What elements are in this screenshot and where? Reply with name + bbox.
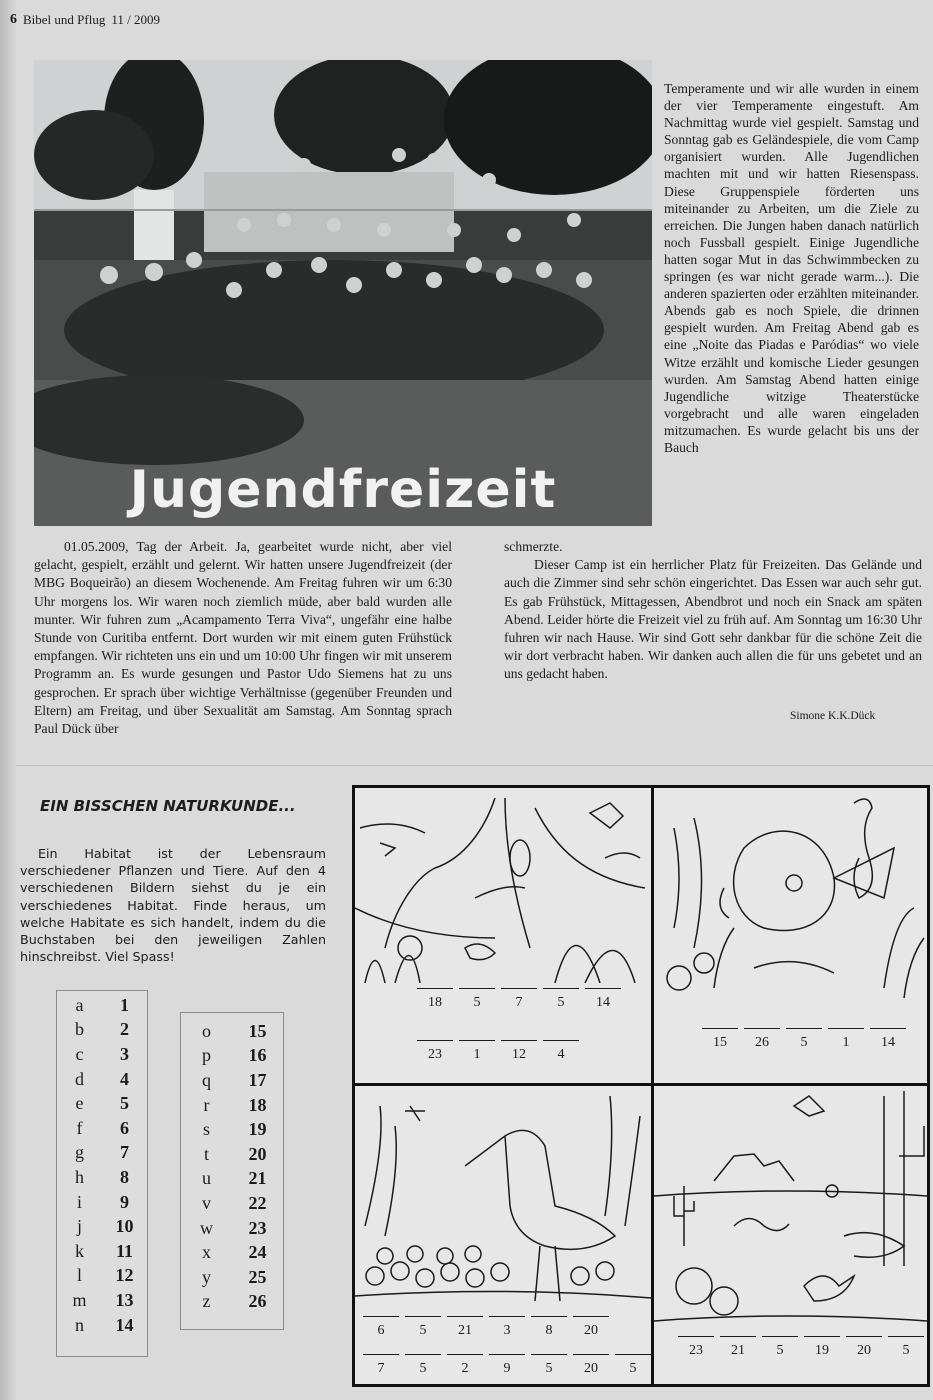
- letter-key-a-n: [56, 990, 148, 1357]
- key-letter: p: [202, 1045, 211, 1066]
- habitat-panel-jungle: [355, 788, 651, 1083]
- letter-blank[interactable]: 2: [447, 1354, 483, 1377]
- key-number: 17: [248, 1069, 267, 1090]
- article-conclusion: [504, 538, 922, 684]
- letter-blank[interactable]: 5: [531, 1354, 567, 1377]
- key-number: 26: [248, 1291, 267, 1312]
- swamp-word-1: [363, 1316, 609, 1339]
- key-row: [57, 1264, 147, 1289]
- key-number: 11: [115, 1240, 133, 1261]
- key-letter: h: [75, 1166, 84, 1187]
- page-header: [10, 10, 160, 30]
- key-number: 21: [248, 1168, 267, 1189]
- section-divider: [16, 765, 933, 766]
- key-row: [57, 1141, 147, 1166]
- key-number: 4: [120, 1068, 129, 1089]
- key-letter: l: [76, 1265, 82, 1286]
- letter-blank[interactable]: 21: [447, 1316, 483, 1339]
- key-row: [181, 1044, 283, 1069]
- key-row: [57, 1042, 147, 1067]
- photo-title: Jugendfreizeit: [129, 460, 557, 520]
- key-row: [57, 1067, 147, 1092]
- letter-blank[interactable]: 5: [786, 1028, 822, 1051]
- key-letter: c: [75, 1043, 84, 1064]
- key-letter: m: [72, 1289, 87, 1310]
- letter-blank[interactable]: 20: [573, 1354, 609, 1377]
- letter-blank[interactable]: 5: [405, 1316, 441, 1339]
- key-number: 22: [248, 1192, 267, 1213]
- key-number: 10: [115, 1216, 134, 1237]
- letter-blank[interactable]: 5: [405, 1354, 441, 1377]
- key-row: [57, 1288, 147, 1313]
- letter-blank[interactable]: 14: [870, 1028, 906, 1051]
- key-letter: y: [202, 1266, 211, 1287]
- key-number: 14: [115, 1314, 134, 1335]
- key-number: 7: [120, 1142, 129, 1163]
- key-row: [181, 1216, 283, 1241]
- page-binding: [0, 0, 16, 1400]
- letter-blank[interactable]: 20: [573, 1316, 609, 1339]
- key-row: [57, 1190, 147, 1215]
- letter-blank[interactable]: 14: [585, 988, 621, 1011]
- habitat-grid: [352, 785, 930, 1387]
- key-row: [57, 993, 147, 1018]
- article-intro: 01.05.2009, Tag der Arbeit. Ja, gearbeitet wurde nicht, aber viel gelacht, gespielt, erzählt und gelernt. Wir hatten unsere Jugendfreizeit (der MBG Boqueirão) an diesem Wochenende. Am Freitag fuhren wir um 6:30 Uhr morgens los. Wir waren noch ziemlich müde, aber bald wurden alle munter. Wir fuhren zum „Acampamento Terra Viva“, ungefähr eine halbe Stunde von Curitiba entfernt. Dort wurden wir mit einem guten Frühstück empfangen. Wir richteten uns ein und um 10:00 Uhr fingen wir mit unserem Programm an. Es wurde gesungen und Pastor Udo Siemens hat zu uns gesprochen. Er sprach über wichtige Verhältnisse (gegenüber Freunden und Eltern) am Freitag, und über Sexualität am Samstag. Am Sonntag sprach Paul Dück über: [34, 539, 452, 737]
- letter-blank[interactable]: 5: [888, 1336, 924, 1359]
- letter-blank[interactable]: 20: [846, 1336, 882, 1359]
- magazine-name: Bibel und Pflug: [23, 12, 106, 27]
- group-photo-image: [34, 60, 652, 526]
- habitat-panel-swamp: [355, 1086, 651, 1384]
- letter-blank[interactable]: 7: [501, 988, 537, 1011]
- letter-blank[interactable]: 15: [702, 1028, 738, 1051]
- key-number: 24: [248, 1242, 267, 1263]
- ocean-illustration: [654, 788, 927, 1003]
- key-letter: r: [203, 1094, 210, 1115]
- desert-illustration: [654, 1086, 927, 1326]
- letter-key-o-z: [180, 1012, 284, 1330]
- key-number: 3: [120, 1043, 129, 1064]
- letter-blank[interactable]: 5: [615, 1354, 651, 1377]
- puzzle-instructions: Ein Habitat ist der Lebensraum verschiedener Pflanzen und Tiere. Auf den 4 verschiedenen Bildern siehst du je ein verschiedenes Habitat. Finde heraus, um welche Habitate es sich handelt, indem du die Buchstaben bei den jeweiligen Zahlen hinschreibst. Viel Spass!: [20, 846, 326, 965]
- key-row: [57, 1091, 147, 1116]
- letter-blank[interactable]: 5: [459, 988, 495, 1011]
- key-letter: v: [202, 1192, 211, 1213]
- article-closing-paragraph: Dieser Camp ist ein herrlicher Platz für Freizeiten. Das Gelände und auch die Zimmer sind sehr schön eingerichtet. Das Essen war auch sehr gut. Es gab Frühstück, Mittagessen, Abendbrot und noch ein Snack am späten Abend. Leider hörte die Freizeit viel zu früh auf. Am Sonntag um 16:30 Uhr fuhren wir nach Hause. Wir sind Gott sehr dankbar für die schöne Zeit die wir dort verbracht haben. Wir danken auch allen die für uns gebetet und an uns gedacht haben.: [504, 557, 922, 682]
- key-letter: f: [76, 1117, 83, 1138]
- letter-blank[interactable]: 26: [744, 1028, 780, 1051]
- key-row: [57, 1214, 147, 1239]
- page-number: 6: [10, 12, 17, 27]
- jungle-illustration: [355, 788, 651, 983]
- letter-blank[interactable]: 9: [489, 1354, 525, 1377]
- key-row: [181, 1240, 283, 1265]
- letter-blank[interactable]: 5: [762, 1336, 798, 1359]
- jungle-word-2: [417, 1040, 579, 1063]
- key-row: [57, 1239, 147, 1264]
- letter-blank[interactable]: 19: [804, 1336, 840, 1359]
- key-number: 18: [248, 1094, 267, 1115]
- habitat-panel-ocean: [654, 788, 927, 1083]
- key-number: 12: [115, 1265, 134, 1286]
- key-row: [57, 1116, 147, 1141]
- letter-blank[interactable]: 4: [543, 1040, 579, 1063]
- key-number: 8: [120, 1166, 129, 1187]
- key-letter: a: [75, 994, 84, 1015]
- puzzle-title: EIN BISSCHEN NATURKUNDE...: [40, 797, 296, 815]
- key-letter: i: [76, 1191, 82, 1212]
- key-number: 25: [248, 1266, 267, 1287]
- key-number: 15: [248, 1020, 267, 1041]
- key-number: 19: [248, 1119, 267, 1140]
- author-signature: Simone K.K.Dück: [790, 710, 876, 722]
- key-number: 5: [120, 1093, 129, 1114]
- key-number: 13: [115, 1289, 134, 1310]
- issue-label: 11 / 2009: [111, 12, 160, 27]
- key-number: 1: [120, 994, 129, 1015]
- key-letter: n: [75, 1314, 84, 1335]
- key-number: 20: [248, 1143, 267, 1164]
- letter-blank[interactable]: 1: [828, 1028, 864, 1051]
- key-row: [181, 1290, 283, 1315]
- key-letter: z: [202, 1291, 211, 1312]
- key-letter: u: [202, 1168, 211, 1189]
- letter-blank[interactable]: 23: [678, 1336, 714, 1359]
- key-letter: e: [75, 1093, 84, 1114]
- article-right-column: Temperamente und wir alle wurden in einem der vier Temperamente eingestuft. Am Nachmittag wurde viel gespielt. Samstag und Sonntag gab es Geländespiele, die vom Camp organisiert wurden. Alle Jugendlichen machten mit und wir hatten Riesenspass. Diese Gruppenspiele förderten uns miteinander zu Arbeiten, um die Ziele zu erreichen. Die Jungen haben danach natürlich noch Fussball gespielt. Einige Jugendliche hatten sogar Mut in das Schwimmbecken zu springen (es war nicht gerade warm...). Die anderen spazierten oder erzählten miteinander. Abends gab es noch Spiele, die drinnen gespielt wurden. Am Freitag Abend gab es eine „Noite das Piadas e Paródias“ wo viele Witze erzählt und komische Lieder gesungen wurden. Am Samstag Abend hatten einige Jugendliche witzige Theaterstücke vorgebracht und alle waren eingeladen mitzumachen. Es wurde gelacht bis uns der Bauch: [664, 81, 919, 455]
- key-letter: b: [75, 1019, 84, 1040]
- key-letter: j: [76, 1216, 82, 1237]
- letter-blank[interactable]: 12: [501, 1040, 537, 1063]
- swamp-word-2: [363, 1354, 651, 1377]
- key-letter: q: [202, 1069, 211, 1090]
- letter-blank[interactable]: 6: [363, 1316, 399, 1339]
- jungle-word-1: [417, 988, 621, 1011]
- key-letter: s: [202, 1119, 210, 1140]
- key-letter: g: [75, 1142, 84, 1163]
- letter-blank[interactable]: 18: [417, 988, 453, 1011]
- key-letter: w: [200, 1217, 213, 1238]
- letter-blank[interactable]: 1: [459, 1040, 495, 1063]
- key-row: [181, 1191, 283, 1216]
- letter-blank[interactable]: 21: [720, 1336, 756, 1359]
- key-row: [181, 1068, 283, 1093]
- key-number: 2: [120, 1019, 129, 1040]
- key-number: 23: [248, 1217, 267, 1238]
- letter-blank[interactable]: 3: [489, 1316, 525, 1339]
- key-row: [57, 1018, 147, 1043]
- key-row: [181, 1142, 283, 1167]
- article-continuation: schmerzte.: [504, 539, 563, 554]
- letter-blank[interactable]: 5: [543, 988, 579, 1011]
- key-row: [181, 1167, 283, 1192]
- key-letter: o: [202, 1020, 211, 1041]
- ocean-word-1: [702, 1028, 906, 1051]
- letter-blank[interactable]: 7: [363, 1354, 399, 1377]
- key-number: 6: [120, 1117, 129, 1138]
- key-row: [57, 1165, 147, 1190]
- key-letter: t: [203, 1143, 209, 1164]
- key-row: [181, 1117, 283, 1142]
- habitat-panel-desert: [654, 1086, 927, 1384]
- group-photo: [34, 60, 652, 526]
- letter-blank[interactable]: 23: [417, 1040, 453, 1063]
- letter-blank[interactable]: 8: [531, 1316, 567, 1339]
- key-letter: d: [75, 1068, 84, 1089]
- swamp-illustration: [355, 1086, 651, 1311]
- key-row: [181, 1093, 283, 1118]
- key-row: [57, 1313, 147, 1338]
- key-row: [181, 1265, 283, 1290]
- key-row: [181, 1019, 283, 1044]
- desert-word-1: [678, 1336, 924, 1359]
- key-number: 16: [248, 1045, 267, 1066]
- key-letter: x: [202, 1242, 211, 1263]
- key-number: 9: [120, 1191, 129, 1212]
- key-letter: k: [75, 1240, 84, 1261]
